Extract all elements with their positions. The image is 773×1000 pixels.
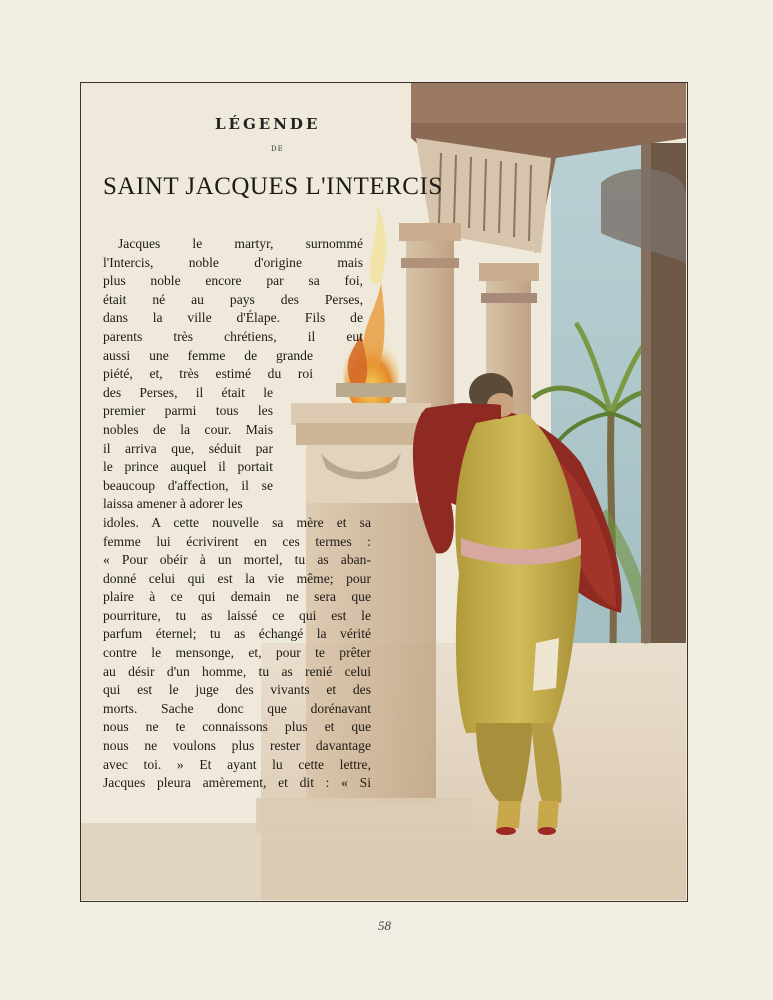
text-line: l'Intercis, noble d'origine mais [103, 254, 363, 270]
text-line: donné celui qui est la vie même; pour [103, 570, 371, 586]
body-text [103, 235, 371, 793]
text-line: femme lui écrivirent en ces termes : [103, 533, 371, 549]
text-line: premier parmi tous les [103, 403, 273, 419]
text-line: aussi une femme de grande [103, 347, 313, 363]
text-line: parfum éternel; tu as échangé la vérité [103, 626, 371, 642]
text-line: piété, et, très estimé du roi [103, 366, 313, 382]
text-line: « Pour obéir à un mortel, tu as aban- [103, 552, 371, 568]
text-line: plus noble encore par sa foi, [103, 273, 363, 289]
text-line: était né au pays des Perses, [103, 291, 363, 307]
text-line: le prince auquel il portait [103, 459, 273, 475]
text-line: nous ne te connaissons plus et que [103, 719, 371, 735]
text-line: beaucoup d'affection, il se [103, 477, 273, 493]
text-line: morts. Sache donc que dorénavant [103, 700, 371, 716]
text-line: nobles de la cour. Mais [103, 421, 273, 437]
text-line: laissa amener à adorer les [103, 496, 243, 512]
text-line: idoles. A cette nouvelle sa mère et sa [103, 514, 371, 530]
page-title: SAINT JACQUES L'INTERCIS [103, 173, 443, 200]
text-line: plaire à ce qui demain ne sera que [103, 589, 371, 605]
text-line: il arriva que, séduit par [103, 440, 273, 456]
text-line: pourriture, tu as laissé ce qui est le [103, 607, 371, 623]
text-line: Jacques pleura amèrement, et dit : « Si [103, 775, 371, 791]
text-line: qui est le juge des vivants et des [103, 682, 371, 698]
text-line: parents très chrétiens, il eut [103, 328, 363, 344]
text-line: avec toi. » Et ayant lu cette lettre, [103, 756, 371, 772]
page-number: 58 [378, 918, 391, 933]
text-line: Jacques le martyr, surnommé [118, 236, 363, 251]
text-line: contre le mensonge, et, pour te prêter [103, 645, 371, 661]
text-line: au désir d'un homme, tu as renié celui [103, 663, 371, 679]
text-line: nous ne voulons plus rester davantage [103, 738, 371, 754]
heading-connector: DE [271, 145, 284, 153]
heading-legende: LÉGENDE [215, 115, 321, 133]
illustrated-frame [80, 82, 688, 902]
text-line: dans la ville d'Élape. Fils de [103, 310, 363, 326]
text-line: des Perses, il était le [103, 384, 273, 400]
